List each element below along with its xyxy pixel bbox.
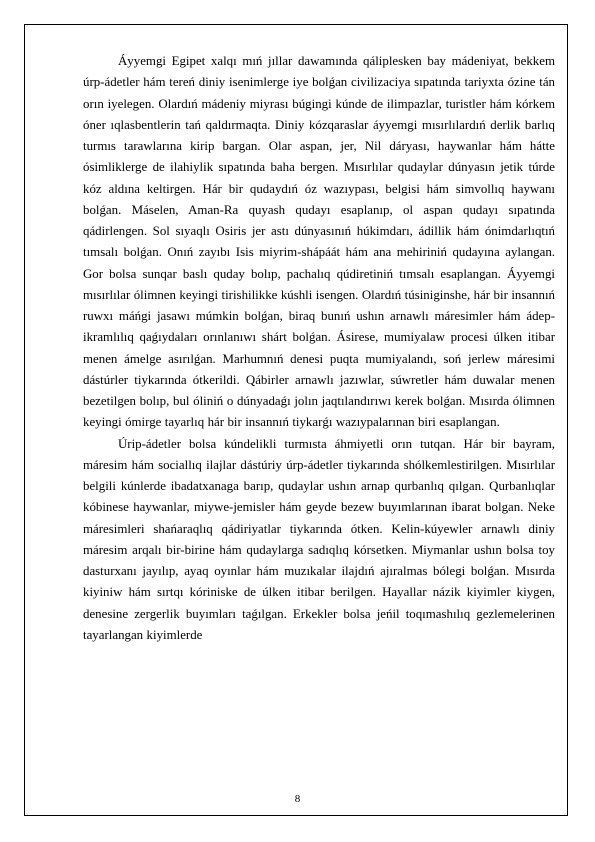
paragraph-1: Áyyemgi Egipet xalqı mıń jıllar dawamında qáliplesken bay mádeniyat, bekkem úrp-ádetler hám tereń diniy isenimlerge iye bolǵan civilizaciya sıpatında tariyxta ózine tán orın iyelegen. Olardıń mádeniy miyrası búgingi kúnde de ilimpazlar, turistler hám kórkem óner ıqlasbentlerin tań qaldırmaqta. Diniy kózqaraslar áyyemgi mısırlılardıń derlik barlıq turmıs tarawlarına kirip bargan. Olar aspan, jer, Nil dáryası, haywanlar hám hátte ósimliklerge de ilahiylik sıpatında baha bergen. Mısırlılar qudaylar dúnyasın jetik túrde kóz aldına keltirgen. Hár bir qudaydıń óz wazıypası, belgisi hám simvollıq haywanı bolǵan. Máselen, Aman-Ra quyash qudayı esaplanıp, ol aspan qudayı sıpatında qádirlengen. Sol sıyaqlı Osiris jer astı dúnyasınıń húkimdarı, ádillik hám ónimdarlıqtıń tımsalı bolǵan. Onıń zayıbı Isis miyrim-shápáát hám ana mehiriniń qudayına aylangan. Gor bolsa sunqar baslı quday bolıp, pachalıq qúdiretiniń tımsalı esaplangan. Áyyemgi mısırlılar ólimnen keyingi tirishilikke kúshli isengen. Olardıń túsiniginshe, hár bir insannıń ruwxı máńgi jasawı múmkin bolǵan, biraq bunıń ushın arnawlı máresimler hám ádep-ikramlılıq qaǵıydaları orınlanıwı shárt bolǵan. Ásirese, mumiyalaw procesi úlken itibar menen ámelge asırılǵan. Marhumnıń denesi puqta mumiyalandı, soń jerlew máresimi dástúrler tiykarında ótkerildi. Qábirler arnawlı jazıwlar, súwretler hám duwalar menen bezetilgen bolıp, bul óliniń o dúnyadaǵı jolın jaqtılandırıwı kerek bolǵan. Mısırda ólimnen keyingi ómirge tayarlıq hár bir insannıń tiykarǵı wazıypalarınan biri esaplangan. — [83, 54, 555, 430]
document-body — [83, 51, 555, 646]
paragraph-2: Úrip-ádetler bolsa kúndelikli turmısta áhmiyetli orın tutqan. Hár bir bayram, máresim hám sociallıq ilajlar dástúriy úrp-ádetler tiykarında shólkemlestirilgen. Mısırlılar belgili kúnlerde ibadatxanaga barıp, qudaylar ushın arnap qurbanlıq qılgan. Qurbanlıqlar kóbinese haywanlar, miywe-jemisler hám geyde bezew buyımlarınan ibarat bolgan. Neke máresimleri shańaraqlıq qádiriyatlar tiykarında ótken. Kelin-kúyewler arnawlı diniy máresim arqalı bir-birine hám qudaylarga sadıqlıq kórsetken. Miymanlar ushın bolsa toy dasturxanı jayılıp, ayaq oyınlar hám muzıkalar ilajdıń ajıralmas bólegi bolǵan. Mısırda kiyiniw hám sırtqı kóriniske de úlken itibar berilgen. Hayallar názik kiyimler kiygen, denesine zergerlik buyımları taǵılgan. Erkekler bolsa jeńil toqımashılıq gezlemelerinen tayarlangan kiyimlerde — [83, 436, 555, 642]
page-number: 8 — [294, 793, 301, 805]
